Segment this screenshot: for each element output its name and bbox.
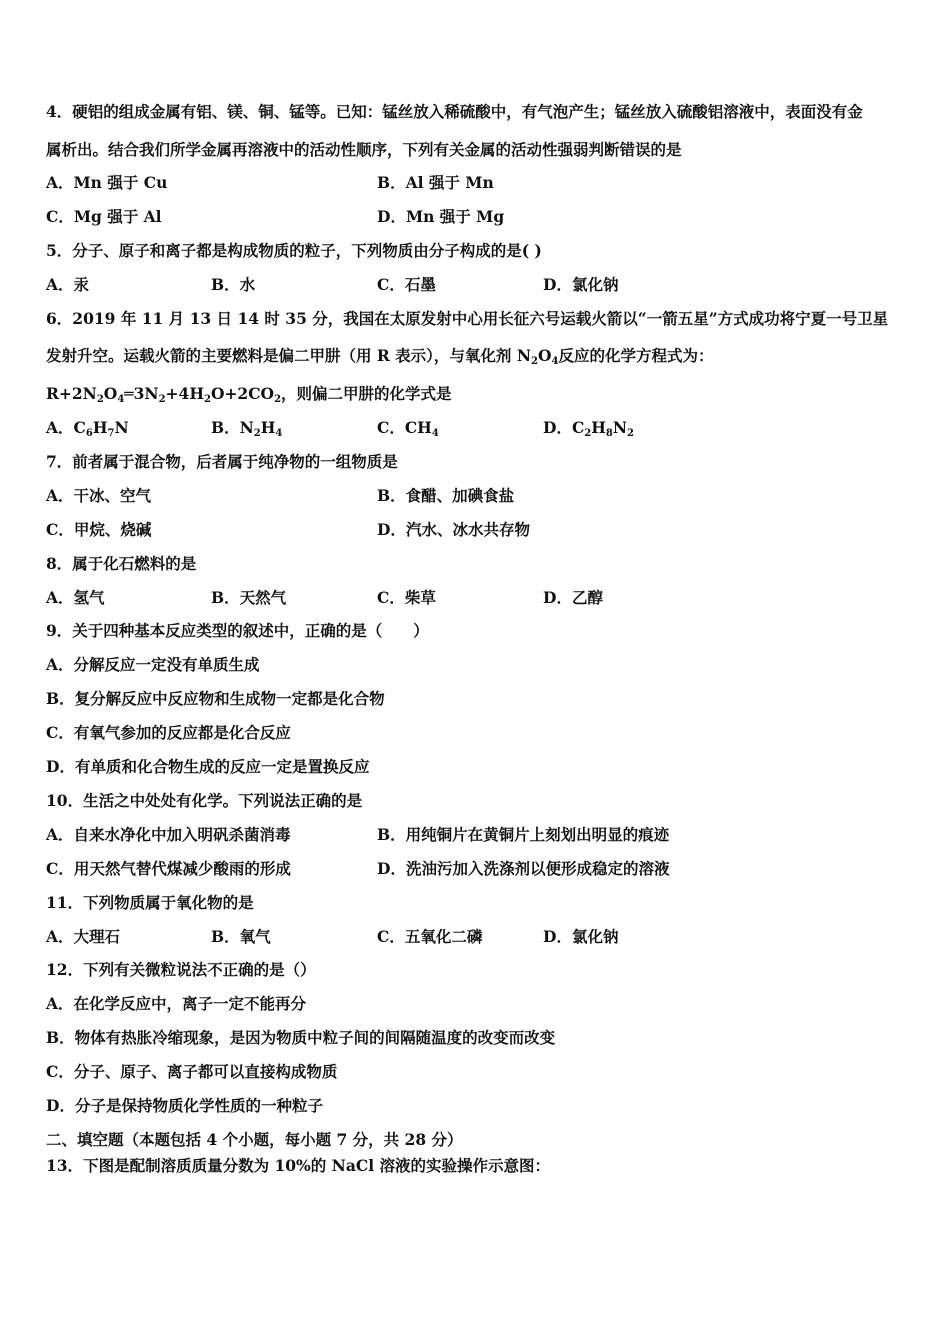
q12-option-c: C．分子、原子、离子都可以直接构成物质 — [46, 1062, 338, 1081]
q7-stem: 7．前者属于混合物，后者属于纯净物的一组物质是 — [46, 452, 398, 471]
q5-option-c: C．石墨 — [377, 275, 436, 294]
q8-option-b: B．天然气 — [211, 588, 287, 607]
q12-option-d: D．分子是保持物质化学性质的一种粒子 — [46, 1096, 323, 1115]
q9-stem: 9．关于四种基本反应类型的叙述中，正确的是（ ） — [46, 621, 429, 640]
q4-option-c: C．Mg 强于 Al — [46, 207, 162, 226]
q4-stem-line-1: 4．硬铝的组成金属有铝、镁、铜、锰等。已知：锰丝放入稀硫酸中，有气泡产生；锰丝放入硫酸铝溶液中，表面没有金 — [46, 102, 863, 121]
q7-option-b: B．食醋、加碘食盐 — [377, 486, 515, 505]
q4-option-a: A．Mn 强于 Cu — [46, 173, 168, 192]
q5-option-a: A．汞 — [46, 275, 90, 294]
q6-option-a: A．$C_6H_7N$ — [46, 418, 129, 439]
q4-option-d: D．Mn 强于 Mg — [377, 207, 505, 226]
q11-option-a: A．大理石 — [46, 927, 121, 946]
q9-option-c: C．有氧气参加的反应都是化合反应 — [46, 723, 291, 742]
q12-stem: 12．下列有关微粒说法不正确的是（） — [46, 960, 316, 979]
q11-option-d: D．氯化钠 — [543, 927, 619, 946]
section-fill-in-title: 二、填空题（本题包括 4 个小题，每小题 7 分，共 28 分） — [46, 1130, 463, 1149]
q5-option-b: B．水 — [211, 275, 256, 294]
q7-option-c: C．甲烷、烧碱 — [46, 520, 152, 539]
q12-option-b: B．物体有热胀冷缩现象，是因为物质中粒子间的间隔随温度的改变而改变 — [46, 1028, 556, 1047]
q7-option-d: D．汽水、冰水共存物 — [377, 520, 530, 539]
q6-stem-line-1: 6．2019 年 11 月 13 日 14 时 35 分，我国在太原发射中心用长征六号运载火箭以“一箭五星”方式成功将宁夏一号卫星 — [46, 309, 889, 328]
q5-stem: 5．分子、原子和离子都是构成物质的粒子，下列物质由分子构成的是( ) — [46, 241, 542, 260]
q11-option-c: C．五氧化二磷 — [377, 927, 483, 946]
q12-option-a: A．在化学反应中，离子一定不能再分 — [46, 994, 307, 1013]
q10-option-d: D．洗油污加入洗涤剂以便形成稳定的溶液 — [377, 859, 670, 878]
q9-option-d: D．有单质和化合物生成的反应一定是置换反应 — [46, 757, 370, 776]
q8-option-d: D．乙醇 — [543, 588, 603, 607]
q6-option-c: C．$CH_4$ — [377, 418, 439, 439]
q4-stem-line-2: 属析出。结合我们所学金属再溶液中的活动性顺序，下列有关金属的活动性强弱判断错误的是 — [46, 140, 682, 159]
q11-stem: 11．下列物质属于氧化物的是 — [46, 893, 254, 912]
q6-option-b: B．$N_2H_4$ — [211, 418, 283, 439]
q6-equation: $R+2N_2O_4═3N_2+4H_2O+2CO_2$，则偏二甲肼的化学式是 — [46, 384, 452, 405]
q10-stem: 10．生活之中处处有化学。下列说法正确的是 — [46, 791, 363, 810]
q5-option-d: D．氯化钠 — [543, 275, 619, 294]
q8-option-c: C．柴草 — [377, 588, 436, 607]
q9-option-b: B．复分解反应中反应物和生成物一定都是化合物 — [46, 689, 385, 708]
q8-option-a: A．氢气 — [46, 588, 105, 607]
q10-option-a: A．自来水净化中加入明矾杀菌消毒 — [46, 825, 291, 844]
q10-option-b: B．用纯铜片在黄铜片上刻划出明显的痕迹 — [377, 825, 670, 844]
q6-stem-line-2: 发射升空。运载火箭的主要燃料是偏二甲肼（用 R 表示），与氧化剂 $N_2O_4$反应的化学方程式为： — [46, 346, 714, 367]
q7-option-a: A．干冰、空气 — [46, 486, 152, 505]
q9-option-a: A．分解反应一定没有单质生成 — [46, 655, 260, 674]
q13-stem: 13．下图是配制溶质质量分数为 10%的 NaCl 溶液的实验操作示意图： — [46, 1156, 550, 1175]
q8-stem: 8．属于化石燃料的是 — [46, 554, 197, 573]
q6-option-d: D．$C_2H_8N_2$ — [543, 418, 635, 439]
q11-option-b: B．氧气 — [211, 927, 271, 946]
q10-option-c: C．用天然气替代煤减少酸雨的形成 — [46, 859, 291, 878]
q4-option-b: B．Al 强于 Mn — [377, 173, 494, 192]
